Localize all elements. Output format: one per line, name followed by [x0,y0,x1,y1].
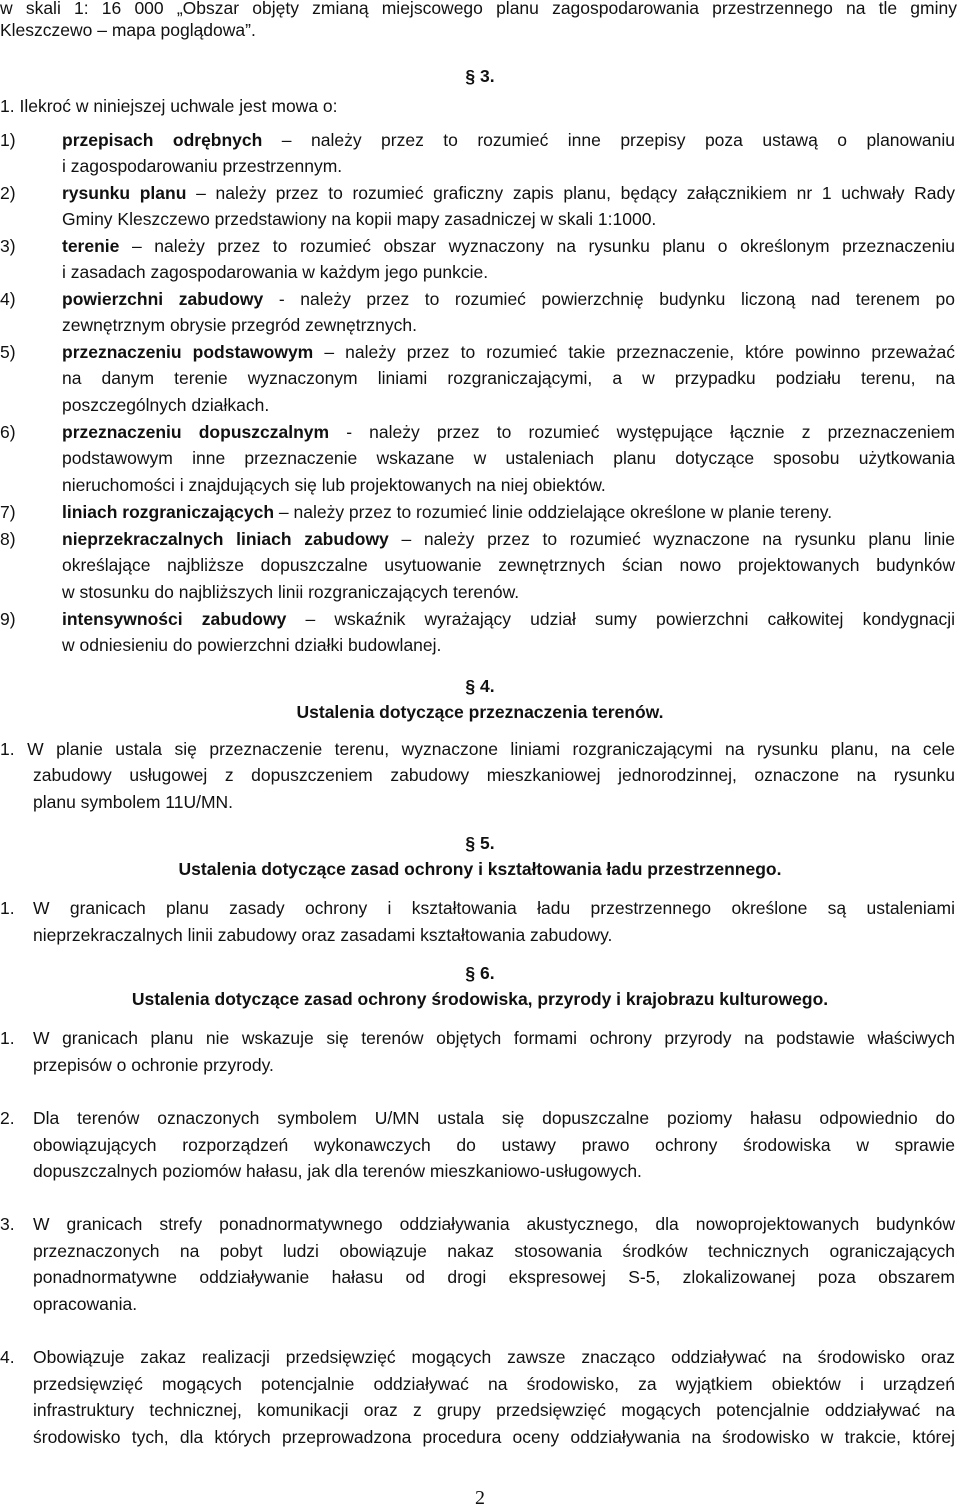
section-4-para-line-1: 1. W planie ustala się przeznaczenie terenu, wyznaczone liniami rozgraniczającymi na rysunku planu, na cele [0,739,955,759]
item-4-text: - należy przez to rozumieć powierzchnię budynku liczoną nad terenem po [263,289,955,309]
item-3-line-1 [62,236,955,256]
item-3-term: terenie [62,236,120,256]
item-4-line-1 [62,289,955,309]
item-2-term: rysunku planu [62,183,187,203]
section-4-heading: § 4. [465,676,495,696]
intro-line-1: w skali 1: 16 000 „Obszar objęty zmianą miejscowego planu zagospodarowania przestrzennego na tle gminy [0,0,957,18]
item-9-text: – wskaźnik wyrażający udział sumy powierzchni całkowitej kondygnacji [286,609,955,629]
item-9-line-2: w odniesieniu do powierzchni działki budowlanej. [62,635,442,655]
item-6-number: 6) [0,422,16,442]
item-6-line-1 [62,422,955,442]
item-1-line-2: i zagospodarowaniu przestrzennym. [62,156,343,176]
item-4-line-2: zewnętrznym obrysie przegród zewnętrznych. [62,315,418,335]
item-9-term: intensywności zabudowy [62,609,287,629]
item-5-line-2: na danym terenie wyznaczonym liniami rozgraniczającymi, a w przypadku podziału terenu, na [62,368,955,388]
item-6-term: przeznaczeniu dopuszczalnym [62,422,330,442]
item-1-term: przepisach odrębnych [62,130,263,150]
item-1-text: – należy przez to rozumieć inne przepisy poza ustawą o planowaniu [262,130,955,150]
section-6-para-3-line-1: W granicach strefy ponadnormatywnego oddziaływania akustycznego, dla nowoprojektowanych budynków [33,1214,955,1234]
section-6-para-4-line-2: przedsięwzięć mogących potencjalnie oddziaływać na środowisko, za wyjątkiem obiektów i urządzeń [33,1374,955,1394]
section-6-para-3-number: 3. [0,1214,15,1234]
item-3-text: – należy przez to rozumieć obszar wyznaczony na rysunku planu o określonym przeznaczeniu [119,236,955,256]
item-6-text: - należy przez to rozumieć występujące łącznie z przeznaczeniem [329,422,956,442]
item-8-text: – należy przez to rozumieć wyznaczone na rysunku planu linie [388,529,955,549]
section-6-para-2-line-1: Dla terenów oznaczonych symbolem U/MN ustala się dopuszczalne poziomy hałasu odpowiednio do [33,1108,955,1128]
section-6-heading: § 6. [465,963,495,983]
item-8-line-1 [62,529,955,549]
item-5-text: – należy przez to rozumieć takie przeznaczenie, które powinno przeważać [313,342,955,362]
section-6-para-3-line-4: opracowania. [33,1294,138,1314]
section-6-para-2-number: 2. [0,1108,15,1128]
section-3-intro: 1. Ilekroć w niniejszej uchwale jest mowa o: [0,96,338,116]
section-6-para-2-line-2: obowiązujących rozporządzeń wykonawczych do ustawy prawo ochrony środowiska w sprawie [33,1135,955,1155]
item-7-term: liniach rozgraniczających [62,502,275,522]
page-number: 2 [475,1487,485,1509]
section-6-para-4-line-3: infrastruktury technicznej, komunikacji oraz z grupy przedsięwzięć mogących potencjalnie oddziaływać na [33,1400,955,1420]
item-1-number: 1) [0,130,16,150]
item-3-number: 3) [0,236,16,256]
item-9-line-1 [62,609,955,629]
intro-line-2: Kleszczewo – mapa poglądowa”. [0,20,256,40]
section-4-title: Ustalenia dotyczące przeznaczenia terenów. [296,702,664,722]
section-6-para-4-number: 4. [0,1347,15,1367]
item-5-line-1 [62,342,955,362]
section-6-para-1-number: 1. [0,1028,15,1048]
section-5-para-line-2: nieprzekraczalnych linii zabudowy oraz zasadami kształtowania zabudowy. [33,925,613,945]
item-6-line-2: podstawowym inne przeznaczenie wskazane w ustaleniach planu dotyczące sposobu użytkowania [62,448,955,468]
section-4-para-line-2: zabudowy usługowej z dopuszczeniem zabudowy mieszkaniowej jednorodzinnej, oznaczone na rysunku [33,765,955,785]
item-7-number: 7) [0,502,16,522]
item-5-term: przeznaczeniu podstawowym [62,342,314,362]
item-7-text: – należy przez to rozumieć linie oddzielające określone w planie tereny. [274,502,833,522]
section-5-heading: § 5. [465,833,495,853]
section-5-title: Ustalenia dotyczące zasad ochrony i kształtowania ładu przestrzennego. [178,859,782,879]
item-8-number: 8) [0,529,16,549]
section-6-title: Ustalenia dotyczące zasad ochrony środowiska, przyrody i krajobrazu kulturowego. [131,989,829,1009]
item-8-line-3: w stosunku do najbliższych linii rozgraniczających terenów. [62,582,520,602]
section-4-para-line-3: planu symbolem 11U/MN. [33,792,234,812]
item-2-line-1 [62,183,955,203]
item-4-term: powierzchni zabudowy [62,289,264,309]
item-5-line-3: poszczególnych działkach. [62,395,270,415]
section-6-para-4-line-1: Obowiązuje zakaz realizacji przedsięwzięć mogących zawsze znacząco oddziaływać na środowisko oraz [33,1347,955,1367]
section-5-para-number: 1. [0,898,15,918]
section-6-para-4-line-4: środowisko tych, dla których przeprowadzona procedura oceny oddziaływania na środowisko w trakcie, której [33,1427,955,1447]
section-6-para-3-line-3: ponadnormatywne oddziaływanie hałasu od drogi ekspresowej S-5, zlokalizowanej poza obszarem [33,1267,955,1287]
item-2-number: 2) [0,183,16,203]
item-2-text: – należy przez to rozumieć graficzny zapis planu, będący załącznikiem nr 1 uchwały Rady [186,183,955,203]
item-5-number: 5) [0,342,16,362]
section-3-heading: § 3. [465,66,495,86]
section-5-para-line-1: W granicach planu zasady ochrony i kształtowania ładu przestrzennego określone są ustaleniami [33,898,955,918]
section-6-para-2-line-3: dopuszczalnych poziomów hałasu, jak dla terenów mieszkaniowo-usługowych. [33,1161,642,1181]
item-6-line-3: nieruchomości i znajdujących się lub projektowanych na niej obiektów. [62,475,606,495]
item-8-line-2: określające najbliższe dopuszczalne usytuowanie zewnętrznych ścian nowo projektowanych budynków [62,555,955,575]
section-6-para-1-line-2: przepisów o ochronie przyrody. [33,1055,274,1075]
section-6-para-1-line-1: W granicach planu nie wskazuje się terenów objętych formami ochrony przyrody na podstawie właściwych [33,1028,955,1048]
section-6-para-3-line-2: przeznaczonych na pobyt ludzi obowiązuje nakaz stosowania środków technicznych ograniczających [33,1241,955,1261]
item-4-number: 4) [0,289,16,309]
item-2-line-2: Gminy Kleszczewo przedstawiony na kopii mapy zasadniczej w skali 1:1000. [62,209,657,229]
item-3-line-2: i zasadach zagospodarowania w każdym jego punkcie. [62,262,489,282]
item-9-number: 9) [0,609,16,629]
item-7-line-1 [62,502,832,522]
item-8-term: nieprzekraczalnych liniach zabudowy [62,529,389,549]
item-1-line-1 [62,130,955,150]
